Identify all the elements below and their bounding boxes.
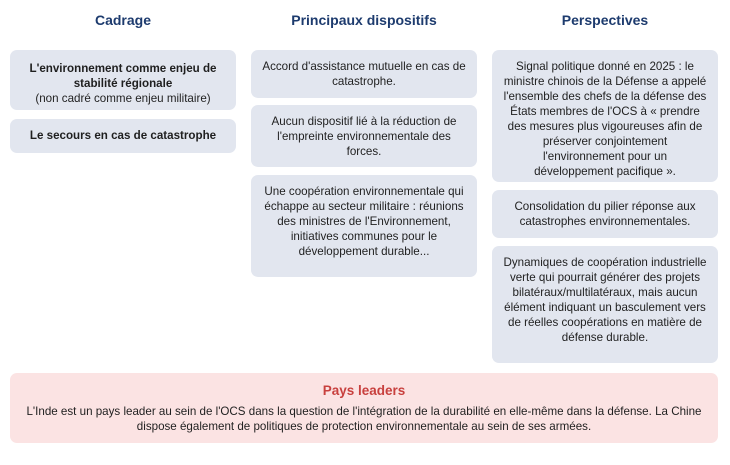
column-title-dispositifs: Principaux dispositifs (291, 12, 437, 28)
cadrage-card-stabilite (10, 50, 236, 110)
dispositif-card-assistance: Accord d'assistance mutuelle en cas de catastrophe. (251, 50, 477, 98)
perspective-card-industrielle: Dynamiques de coopération industrielle verte qui pourrait générer des projets bilatéraux/multilatéraux, mais aucun élément indiquant un basculement vers de réelles coopérations en matière de défense durable. (492, 246, 718, 363)
leaders-text: L'Inde est un pays leader au sein de l'OCS dans la question de l'intégration de la durabilité en elle-même dans la défense. La Chine dispose également de politiques de protection environnementale au sein de ses armées. (26, 405, 702, 433)
leaders-panel (10, 373, 718, 443)
dispositif-card-cooperation: Une coopération environnementale qui échappe au secteur militaire : réunions des ministres de l'Environnement, initiatives communes pour le développement durable... (251, 175, 477, 277)
cadrage-card-stabilite-note: (non cadré comme enjeu militaire) (35, 92, 211, 105)
cadrage-card-secours-title: Le secours en cas de catastrophe (29, 129, 217, 142)
column-title-cadrage: Cadrage (94, 12, 152, 28)
cadrage-card-secours (10, 119, 236, 153)
leaders-title: Pays leaders (322, 383, 406, 398)
cadrage-card-stabilite-title: L'environnement comme enjeu de stabilité régionale (29, 62, 217, 90)
perspective-card-catastrophes: Consolidation du pilier réponse aux catastrophes environnementales. (492, 190, 718, 238)
dispositif-card-empreinte: Aucun dispositif lié à la réduction de l'empreinte environnementale des forces. (251, 105, 477, 167)
column-title-perspectives: Perspectives (561, 12, 649, 28)
perspective-card-signal-politique: Signal politique donné en 2025 : le ministre chinois de la Défense a appelé l'ensemble des chefs de la défense des États membres de l'OCS à « prendre des mesures plus vigoureuses afin de préserver conjointement l'environnement pour un développement pacifique ». (492, 50, 718, 182)
